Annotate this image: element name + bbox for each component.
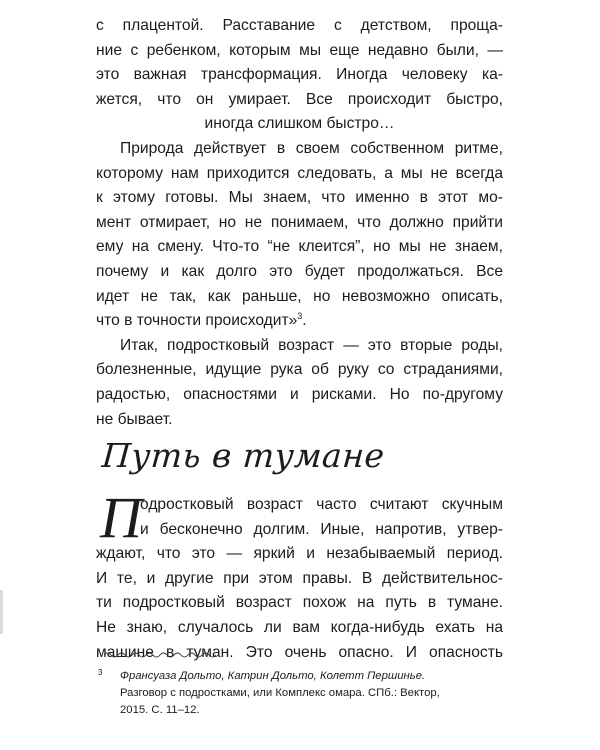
scan-edge-mark — [0, 590, 3, 634]
text-line: это важная трансформация. Иногда человеку ка- — [96, 66, 503, 84]
text-line: Природа действует в своем собственном ритме, — [120, 139, 503, 157]
text-line: не бывает. — [96, 410, 173, 428]
text-line: что в точности происходит» — [96, 312, 298, 330]
text-line: Итак, подростковый возраст — это вторые роды, — [120, 336, 503, 354]
text-line: жется, что он умирает. Все происходит быстро, — [96, 90, 503, 108]
text-line: радостью, опасностями и рисками. Но по-другому — [96, 385, 503, 403]
footnote-reference: 3 — [297, 310, 303, 321]
drop-cap: П — [100, 485, 142, 550]
text-line: которому нам приходится следовать, а мы не всегда — [96, 164, 503, 182]
text-line-with-footnote: что в точности происходит»$^3$. — [96, 310, 307, 330]
footnote-authors: Франсуаза Дольто, Катрин Дольто, Колетт Першинье. — [120, 670, 426, 682]
text-line: ние с ребенком, которым мы еще недавно были, — — [96, 41, 503, 59]
text-line: И те, и другие при этом правы. В действительнос- — [96, 569, 503, 587]
text-line: одростковый возраст часто считают скучным — [140, 496, 503, 513]
footnote-line: 2015. С. 11–12. — [120, 704, 200, 716]
section-heading: Путь в тумане — [100, 436, 387, 475]
text-line: с плацентой. Расставание с детством, проща- — [96, 17, 503, 34]
text-line: болезненные, идущие рука об руку со страданиями, — [96, 361, 503, 379]
footnote-separator-wave — [104, 651, 216, 659]
footnote — [98, 668, 498, 719]
text-line: машине в туман. Это очень опасно. И опасность — [96, 643, 503, 661]
text-line: мент отмирает, но не понимаем, что должно прийти — [96, 213, 503, 231]
text-line: иногда слишком быстро… — [204, 115, 395, 133]
text-line: почему и как долго это будет продолжаться. Все — [96, 262, 503, 280]
text-line: ти подростковый возраст похож на путь в тумане. — [96, 594, 503, 612]
footnote-line: Разговор с подростками, или Комплекс омара. СПб.: Вектор, — [120, 687, 440, 699]
text-line: и бесконечно долгим. Иные, напротив, утвер- — [140, 520, 503, 538]
footnote-number: 3 — [98, 668, 103, 677]
text-line: ему на смену. Что-то “не клеится”, но мы не знаем, — [96, 238, 503, 256]
text-line: ждают, что это — яркий и незабываемый период. — [96, 545, 503, 563]
text-line: идет не так, как раньше, но невозможно описать, — [96, 287, 503, 305]
top-text-block — [96, 14, 503, 432]
text-line: Не знаю, случалось ли вам когда-нибудь ехать на — [96, 618, 503, 636]
footnote-text — [98, 668, 498, 719]
section-text-block — [96, 493, 503, 665]
text-line: к этому готовы. Мы знаем, что именно в этот мо- — [96, 189, 503, 207]
